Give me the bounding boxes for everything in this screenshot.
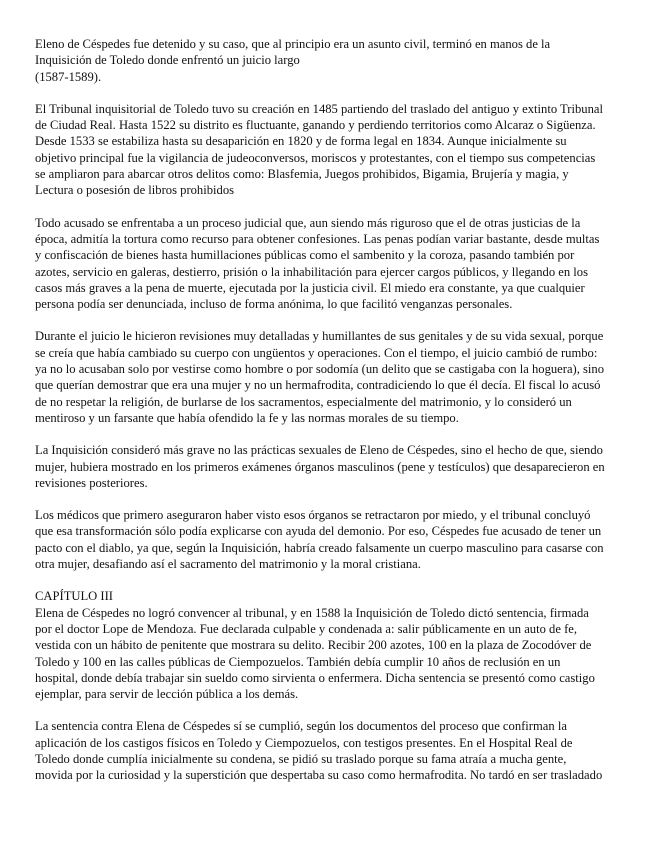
text-line: Toledo donde cumplía inicialmente su condena, se pidió su traslado porque su fama atraía a mucha gente, (35, 751, 567, 766)
text-line: ejemplar, para servir de lección pública a los demás. (35, 687, 299, 702)
paragraph-tribunal-history (35, 101, 625, 199)
text-line: Todo acusado se enfrentaba a un proceso judicial que, aun siendo más riguroso que el de otras justicias de la (35, 215, 581, 230)
text-line: Eleno de Céspedes fue detenido y su caso, que al principio era un asunto civil, terminó en manos de la (35, 37, 551, 51)
text-line: Durante el juicio le hicieron revisiones muy detalladas y humillantes de sus genitales y de su vida sexual, porque (35, 329, 604, 344)
text-line: de Ciudad Real. Hasta 1522 su distrito es fluctuante, ganando y perdiendo territorios como Alcaraz o Sigüenza. (35, 118, 596, 133)
text-line: Los médicos que primero aseguraron haber visto esos órganos se retractaron por miedo, y el tribunal concluyó (35, 508, 591, 523)
text-line: movida por la curiosidad y la superstición que despertaba su caso como hermafrodita. No tardó en ser trasladado (35, 768, 603, 783)
paragraph-detention (35, 36, 625, 85)
text-line: se ampliaron para abarcar otros delitos como: Blasfemia, Juegos prohibidos, Bigamia, Brujería y magia, y (35, 167, 569, 182)
text-line: hospital, donde debía trabajar sin sueldo como sirvienta o enfermera. Dicha sentencia se presentó como castigo (35, 670, 595, 685)
text-line: objetivo principal fue la vigilancia de judeoconversos, moriscos y protestantes, con el tiempo sus competencias (35, 150, 596, 165)
text-line: otra mujer, desafiando así el sacramento del matrimonio y la moral cristiana. (35, 557, 421, 572)
text-line: aplicación de los castigos físicos en Toledo y Ciempozuelos, con testigos presentes. En el Hospital Real de (35, 735, 573, 750)
paragraph-chapter-three (35, 588, 625, 702)
paragraph-judicial-process (35, 215, 625, 313)
text-line: vestida con un hábito de penitente que mostrara su delito. Recibir 200 azotes, 100 en la plaza de Zocodóver de (35, 638, 592, 653)
text-line: mujer, hubiera mostrado en los primeros exámenes órganos masculinos (pene y testículos) que desaparecieron en (35, 459, 605, 474)
text-line: La sentencia contra Elena de Céspedes sí se cumplió, según los documentos del proceso que confirman la (35, 719, 567, 734)
text-line: casos más graves a la pena de muerte, ejecutada por la justicia civil. El miedo era constante, ya que cualquier (35, 280, 585, 295)
paragraph-inquisition-view (35, 442, 625, 491)
text-line: Elena de Céspedes no logró convencer al tribunal, y en 1588 la Inquisición de Toledo dictó sentencia, firmada (35, 605, 589, 620)
text-line: época, admitía la tortura como recurso para obtener confesiones. Las penas podían variar bastante, desde multas (35, 231, 600, 246)
text-line: azotes, servicio en galeras, destierro, prisión o la inhabilitación para ejercer cargos públicos, y llegando en los (35, 264, 588, 279)
paragraph-sentence-execution (35, 718, 625, 783)
text-line: Toledo y 100 en las calles públicas de Ciempozuelos. También debía cumplir 10 años de reclusión en un (35, 654, 561, 669)
text-line: Lectura o posesión de libros prohibidos (35, 183, 235, 198)
text-line: revisiones posteriores. (35, 475, 148, 490)
text-line: El Tribunal inquisitorial de Toledo tuvo su creación en 1485 partiendo del traslado del antiguo y extinto Tribunal (35, 101, 603, 116)
document-page (35, 36, 625, 800)
text-line: que esa transformación sólo podía explicarse con ayuda del demonio. Por eso, Céspedes fue acusado de tener un (35, 524, 602, 539)
text-line: por el doctor Lope de Mendoza. Fue declarada culpable y condenada a: salir públicamente en un auto de fe, (35, 621, 578, 636)
text-line: (1587-1589). (35, 69, 102, 84)
text-line: pacto con el diablo, ya que, según la Inquisición, habría creado falsamente un cuerpo masculino para casarse con (35, 540, 604, 555)
text-line: y confiscación de bienes hasta humillaciones públicas como el sambenito y la coroza, pasando también por (35, 248, 575, 263)
paragraph-trial-examinations (35, 328, 625, 426)
text-line: se creía que había cambiado su cuerpo con ungüentos y operaciones. Con el tiempo, el juicio cambió de rumbo: (35, 345, 598, 360)
paragraph-doctors-retraction (35, 507, 625, 572)
text-line: que querían demostrar que era una mujer y no un hermafrodita, contradiciendo lo que él decía. El fiscal lo acusó (35, 378, 601, 393)
text-line: de no respetar la religión, de burlarse de los sacramentos, especialmente del matrimonio, y lo consideró un (35, 394, 572, 409)
chapter-heading: CAPÍTULO III (35, 589, 113, 604)
text-line: Inquisición de Toledo donde enfrentó un juicio largo (35, 53, 300, 68)
text-line: Desde 1533 se estabiliza hasta su desaparición en 1820 y de forma legal en 1834. Aunque inicialmente su (35, 134, 567, 149)
text-line: ya no lo acusaban solo por vestirse como hombre o por sodomía (un delito que se castigaba con la hoguera), sino (35, 362, 605, 377)
text-line: La Inquisición consideró más grave no las prácticas sexuales de Eleno de Céspedes, sino el hecho de que, siendo (35, 443, 603, 458)
text-line: persona podía ser denunciada, incluso de forma anónima, lo que facilitó venganzas personales. (35, 297, 513, 312)
text-line: mentiroso y un farsante que había ofendido la fe y las normas morales de su tiempo. (35, 410, 459, 425)
